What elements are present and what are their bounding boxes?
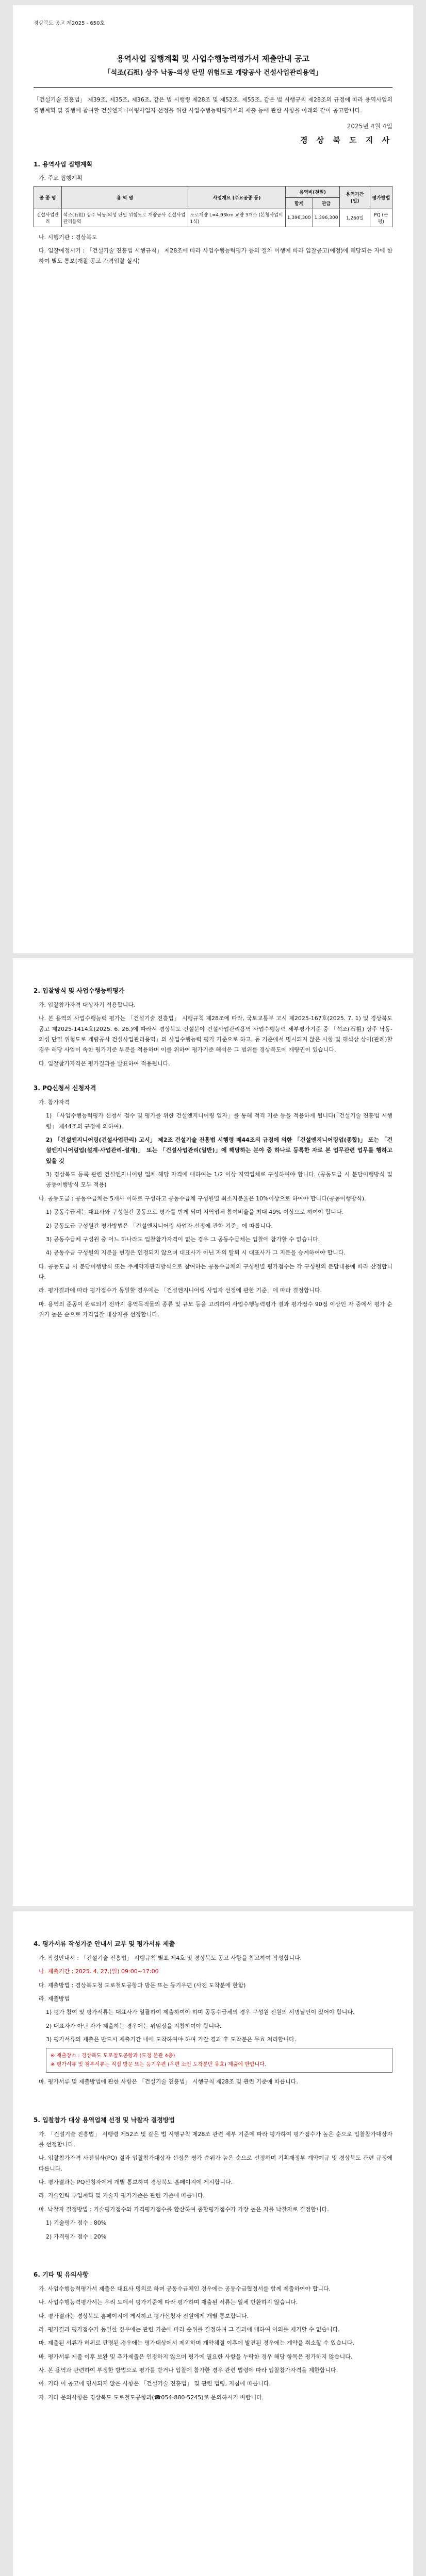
document-page-3 (13, 1911, 413, 2576)
section-4-para: 가. 작성안내서 : 「건설기술 진흥법」 시행규칙 별표 제4호 및 경상북도 공고 사항을 참고하여 작성합니다. (39, 1955, 302, 1961)
section-6-item: 가. 사업수행능력평가서 제출은 대표사 명의로 하며 공동수급체인 경우에는 공동수급협정서를 함께 제출하여야 합니다. (39, 2285, 331, 2292)
cell-method: PQ (근평) (370, 209, 392, 227)
signer: 경 상 북 도 지 사 (300, 135, 392, 145)
cell-total: 1,396,300 (285, 209, 313, 227)
project-table (34, 186, 392, 227)
section-3-item: 3) 공동수급체 구성원 중 어느 하나라도 입찰참가자격이 없는 경우 그 공동수급체는 입찰에 참가할 수 없습니다. (46, 1235, 320, 1243)
section-6-item: 바. 평가서류 제출 이후 보완 및 추가제출은 인정하지 않으며 평가에 필요한 사항을 누락한 경우 해당 항목은 평가하지 않습니다. (39, 2353, 353, 2360)
intro-paragraph: 「건설기술 진흥법」 제39조, 제35조, 제36조, 같은 법 시행령 제28조 및 제52조, 제55조, 같은 법 시행규칙 제28조의 규정에 따라 용역사업의 집행계획 및 집행에 참여할 건설엔지니어링사업자 선정을 위한 사업수행능력평가서의 제출 등에 관한 사항을 아래와 같이 공고합니다. (34, 96, 392, 114)
section-3-item: 2) 「건설엔지니어링(건설사업관리) 고시」 제2조 건설기술 진흥법 시행령 제44조의 규정에 의한 「건설엔지니어링업(종합)」 또는 「건설엔지니어링업(설계·사업관리-설계)」 또는 「건설사업관리(일반)」에 해당하는 분야 중 하나로 등록한 자로 본 업무관련 업무를 행하고 있을 것 (46, 1137, 392, 1164)
section-6-item: 자. 기타 문의사항은 경상북도 도로철도공항과(☎054-880-5245)로 문의하시기 바랍니다. (39, 2394, 264, 2401)
section-1-sub: 가. 주요 집행계획 (39, 174, 83, 181)
cell-outline: 도로개량 L=4.93km 교량 3개소 (본청사업비 1식) (188, 209, 286, 227)
section-6-item: 마. 제출된 서류가 허위로 판명된 경우에는 평가대상에서 제외하며 계약체결 이후에 발견된 경우에는 계약을 취소할 수 있습니다. (39, 2340, 354, 2347)
notice-number: 경상북도 공고 제2025 - 650호 (34, 21, 105, 26)
section-3-para: 나. 공동도급 : 공동수급체는 5개사 이하로 구성하고 공동수급체 구성원별 최소지분율은 10%이상으로 하여야 합니다(공동이행방식). (39, 1195, 366, 1202)
section-5-line: 1) 기술평가 점수 : 80% (46, 2219, 107, 2227)
notice-line: ※ 평가서류 및 첨부서류는 직접 방문 또는 등기우편 (우편 소인 도착분만 유효) 제출에 한합니다. (51, 2062, 267, 2068)
section-6-item: 다. 평가결과는 경상북도 홈페이지에 게시하고 평가신청자 전원에게 개별 통보합니다. (39, 2312, 249, 2319)
section-6-item: 라. 평가결과 평가점수가 동일한 경우에는 관련 기준에 따라 순위를 결정하며 그 결과에 대하여 이의를 제기할 수 없습니다. (39, 2326, 340, 2333)
section-1-item: 다. 입찰예정시기 : 「건설기술 진흥법 시행규칙」 제28조에 따라 사업수행능력평가 등의 절차 이행에 따라 입찰공고(예정)에 해당되는 자에 한하여 별도 통보(개찰 공고 가격입찰 실시) (39, 247, 392, 265)
section-6-heading: 6. 기타 및 유의사항 (34, 2270, 89, 2278)
section-3-para: 마. 용역의 준공이 완료되기 전까지 용역목적물의 종류 및 규모 등을 고려하여 사업수행능력평가 결과 평가점수 90점 이상인 자 중에서 평가 순위가 높은 순으로 가격입찰 대상자를 선정합니다. (39, 1300, 392, 1318)
section-6-item: 사. 본 용역과 관련하여 부정한 방법으로 평가를 받거나 입찰에 참가한 경우 관련 법령에 따라 입찰참가자격을 제한합니다. (39, 2366, 338, 2374)
document-page-2 (13, 958, 413, 1906)
th-gwangeup: 관급 (313, 197, 340, 209)
section-3-item: 4) 공동수급 구성원의 지분율 변경은 인정되지 않으며 대표사가 아닌 자의 탈퇴 시 대표사가 그 지분을 승계하여야 합니다. (46, 1249, 346, 1257)
section-3-item: 2) 공동도급 구성원간 평가방법은 「건설엔지니어링 사업자 선정에 관한 기준」에 따릅니다. (46, 1222, 273, 1229)
section-5-para: 마. 낙찰자 결정방법 : 기술평가점수와 가격평가점수를 합산하여 종합평가점수가 가장 높은 자를 낙찰자로 결정합니다. (39, 2206, 329, 2213)
section-5-para: 다. 평가결과는 PQ신청자에게 개별 통보하며 경상북도 홈페이지에 게시합니다. (39, 2179, 233, 2186)
section-4-para: 다. 제출방법 : 경상북도청 도로철도공항과 방문 또는 등기우편 (사전 도착분에 한함) (39, 1981, 246, 1989)
section-6-item: 아. 기타 이 공고에 명시되지 않은 사항은 「건설기술 진흥법」 및 관련 법령, 지침에 따릅니다. (39, 2380, 271, 2387)
th-cost: 용역비(천원) (285, 186, 340, 197)
section-4-para: 라. 제출방법 (39, 1995, 70, 2003)
section-4-item: 1) 평가 참여 및 평가서류는 대표사가 일괄하여 제출하여야 하며 공동수급체의 경우 구성원 전원의 서명날인이 있어야 합니다. (46, 2009, 355, 2016)
document-title: 용역사업 집행계획 및 사업수행능력평가서 제출안내 공고 (117, 54, 309, 63)
section-3-heading: 3. PQ신청서 신청자격 (34, 1084, 96, 1092)
section-4-para: 마. 평가서류 및 제출방법에 관한 사항은 「건설기술 진흥법」 시행규칙 제28조 및 관련 기준에 따릅니다. (39, 2078, 298, 2086)
section-2-para: 다. 입찰참가자격은 평가결과를 발표하여 적용됩니다. (39, 1060, 170, 1067)
cell-days: 1,260일 (340, 209, 370, 227)
section-5-line: 2) 가격평가 점수 : 20% (46, 2233, 107, 2240)
section-4-item: 3) 평가서류의 제출은 반드시 제출기간 내에 도착하여야 하며 기간 경과 후 도착분은 무효 처리합니다. (46, 2036, 297, 2043)
th-total: 합계 (285, 197, 313, 209)
th-outline: 사업개요 (주요공종 등) (188, 186, 286, 209)
section-1-item: 나. 시행기관 : 경상북도 (39, 233, 97, 241)
section-4-deadline: 나. 제출기간 : 2025. 4. 27.(일) 09:00~17:00 (39, 1968, 159, 1975)
th-method: 평가방법 (370, 186, 392, 209)
table-row (34, 209, 392, 227)
cell-gwangeup: 1,396,300 (313, 209, 340, 227)
document-page-1 (13, 5, 413, 953)
notice-box (46, 2048, 392, 2073)
section-3-item: 3) 경상북도 등록 관련 건설엔지니어링 업체 해당 자격에 대하여는 1/2 이상 지역업체로 구성하여야 합니다. (공동도급 시 분담이행방식 및 공동이행방식 모두 적용) (46, 1171, 392, 1189)
section-6-item: 나. 사업수행능력평가서는 우리 도에서 평가기준에 따라 평가하며 제출된 서류는 일체 반환하지 않습니다. (39, 2299, 298, 2306)
section-3-item: 1) 「사업수행능력평가 신청서 접수 및 평가를 위한 건설엔지니어링 업자」를 통해 적격 기준 등을 적용하게 됩니다(「건설기술 진흥법 시행령」 제44조의 규정에 의하여). (46, 1112, 392, 1130)
cell-gongjong: 건설사업관리 (34, 209, 62, 227)
section-5-para: 라. 기술인력 투입계획 및 기술자 평가기준은 관련 기준에 따릅니다. (39, 2192, 205, 2199)
section-2-heading: 2. 입찰방식 및 사업수행능력평가 (34, 987, 125, 994)
section-5-heading: 5. 입찰참가 대상 용역업체 선정 및 낙찰자 결정방법 (34, 2116, 175, 2124)
th-name: 용 역 명 (61, 186, 188, 209)
section-4-heading: 4. 평가서류 작성기준 안내서 교부 및 평가서류 제출 (34, 1940, 175, 1947)
section-3-para: 가. 참가자격 (39, 1099, 70, 1106)
section-3-para: 다. 공동도급 시 분담이행방식 또는 주계약자관리방식으로 참여하는 공동수급체의 구성원별 평가점수는 각 구성원의 분담내용에 따라 산정합니다. (39, 1263, 392, 1280)
section-1-heading: 1. 용역사업 집행계획 (34, 160, 93, 168)
th-days: 용역기간 (일) (340, 186, 370, 209)
th-gongjong: 공 종 명 (34, 186, 62, 209)
section-3-para: 라. 평가결과에 따라 평가점수가 동일할 경우에는 「건설엔지니어링 사업자 선정에 관한 기준」에 따라 결정합니다. (39, 1287, 322, 1294)
section-2-para: 나. 본 용역의 사업수행능력 평가는 「건설기술 진흥법」 시행규칙 제28조에 따라, 국토교통부 고시 제2025-167호(2025. 7. 1) 및 경상북도 공고 제2025-1414호(2025. 6. 26.)에 따라서 경상북도 건설분야 건설사업관리용역 사업수행능력 세부평가기준 중 「석조(石祖) 상주 낙동-의성 단밀 위험도로 개량공사 건설사업관리용역」의 사업수행능력 평가 기준으로 하고, 동 기준에서 명시되지 않은 사항 및 해석상 상이(관례)할 경우 해당 사업이 속한 평가기준 부분을 적용하며 이를 위하여 평가기준 해석은 그 범위를 경상북도에 재량권이 있습니다. (39, 1015, 392, 1054)
section-5-para: 가. 「건설기술 진흥법」 시행령 제52조 및 같은 법 시행규칙 제28조 관련 세부 기준에 따라 평가하여 평가점수가 높은 순으로 입찰참가대상자를 선정합니다. (39, 2130, 392, 2148)
notice-date: 2025년 4월 4일 (347, 122, 392, 130)
section-3-item: 1) 공동수급체는 대표사와 구성원간 공동으로 평가를 받게 되며 지역업체 참여비율을 최대 49% 이상으로 하여야 합니다. (46, 1209, 343, 1216)
notice-line: ※ 제출장소 : 경상북도 도로철도공항과 (도청 본관 4층) (51, 2053, 175, 2059)
section-2-para: 가. 입찰참가자격 대상자기 적용합니다. (39, 1002, 136, 1008)
section-4-item: 2) 대표자가 아닌 자가 제출하는 경우에는 위임장을 지참하여야 합니다. (46, 2022, 222, 2029)
document-subtitle: 「석조(石祖) 상주 낙동-의성 단밀 위험도로 개량공사 건설사업관리용역」 (104, 69, 322, 77)
section-5-para: 나. 입찰참가자격 사전심사(PQ) 결과 입찰참가대상자 선정은 평가 순위가 높은 순으로 선정하며 기획재정부 계약예규 및 경상북도 관련 규정에 따릅니다. (39, 2155, 392, 2172)
title-divider (34, 87, 392, 88)
cell-name: 석조(石祖) 상주 낙동-의성 단밀 위험도로 개량공사 건설사업관리용역 (61, 209, 188, 227)
